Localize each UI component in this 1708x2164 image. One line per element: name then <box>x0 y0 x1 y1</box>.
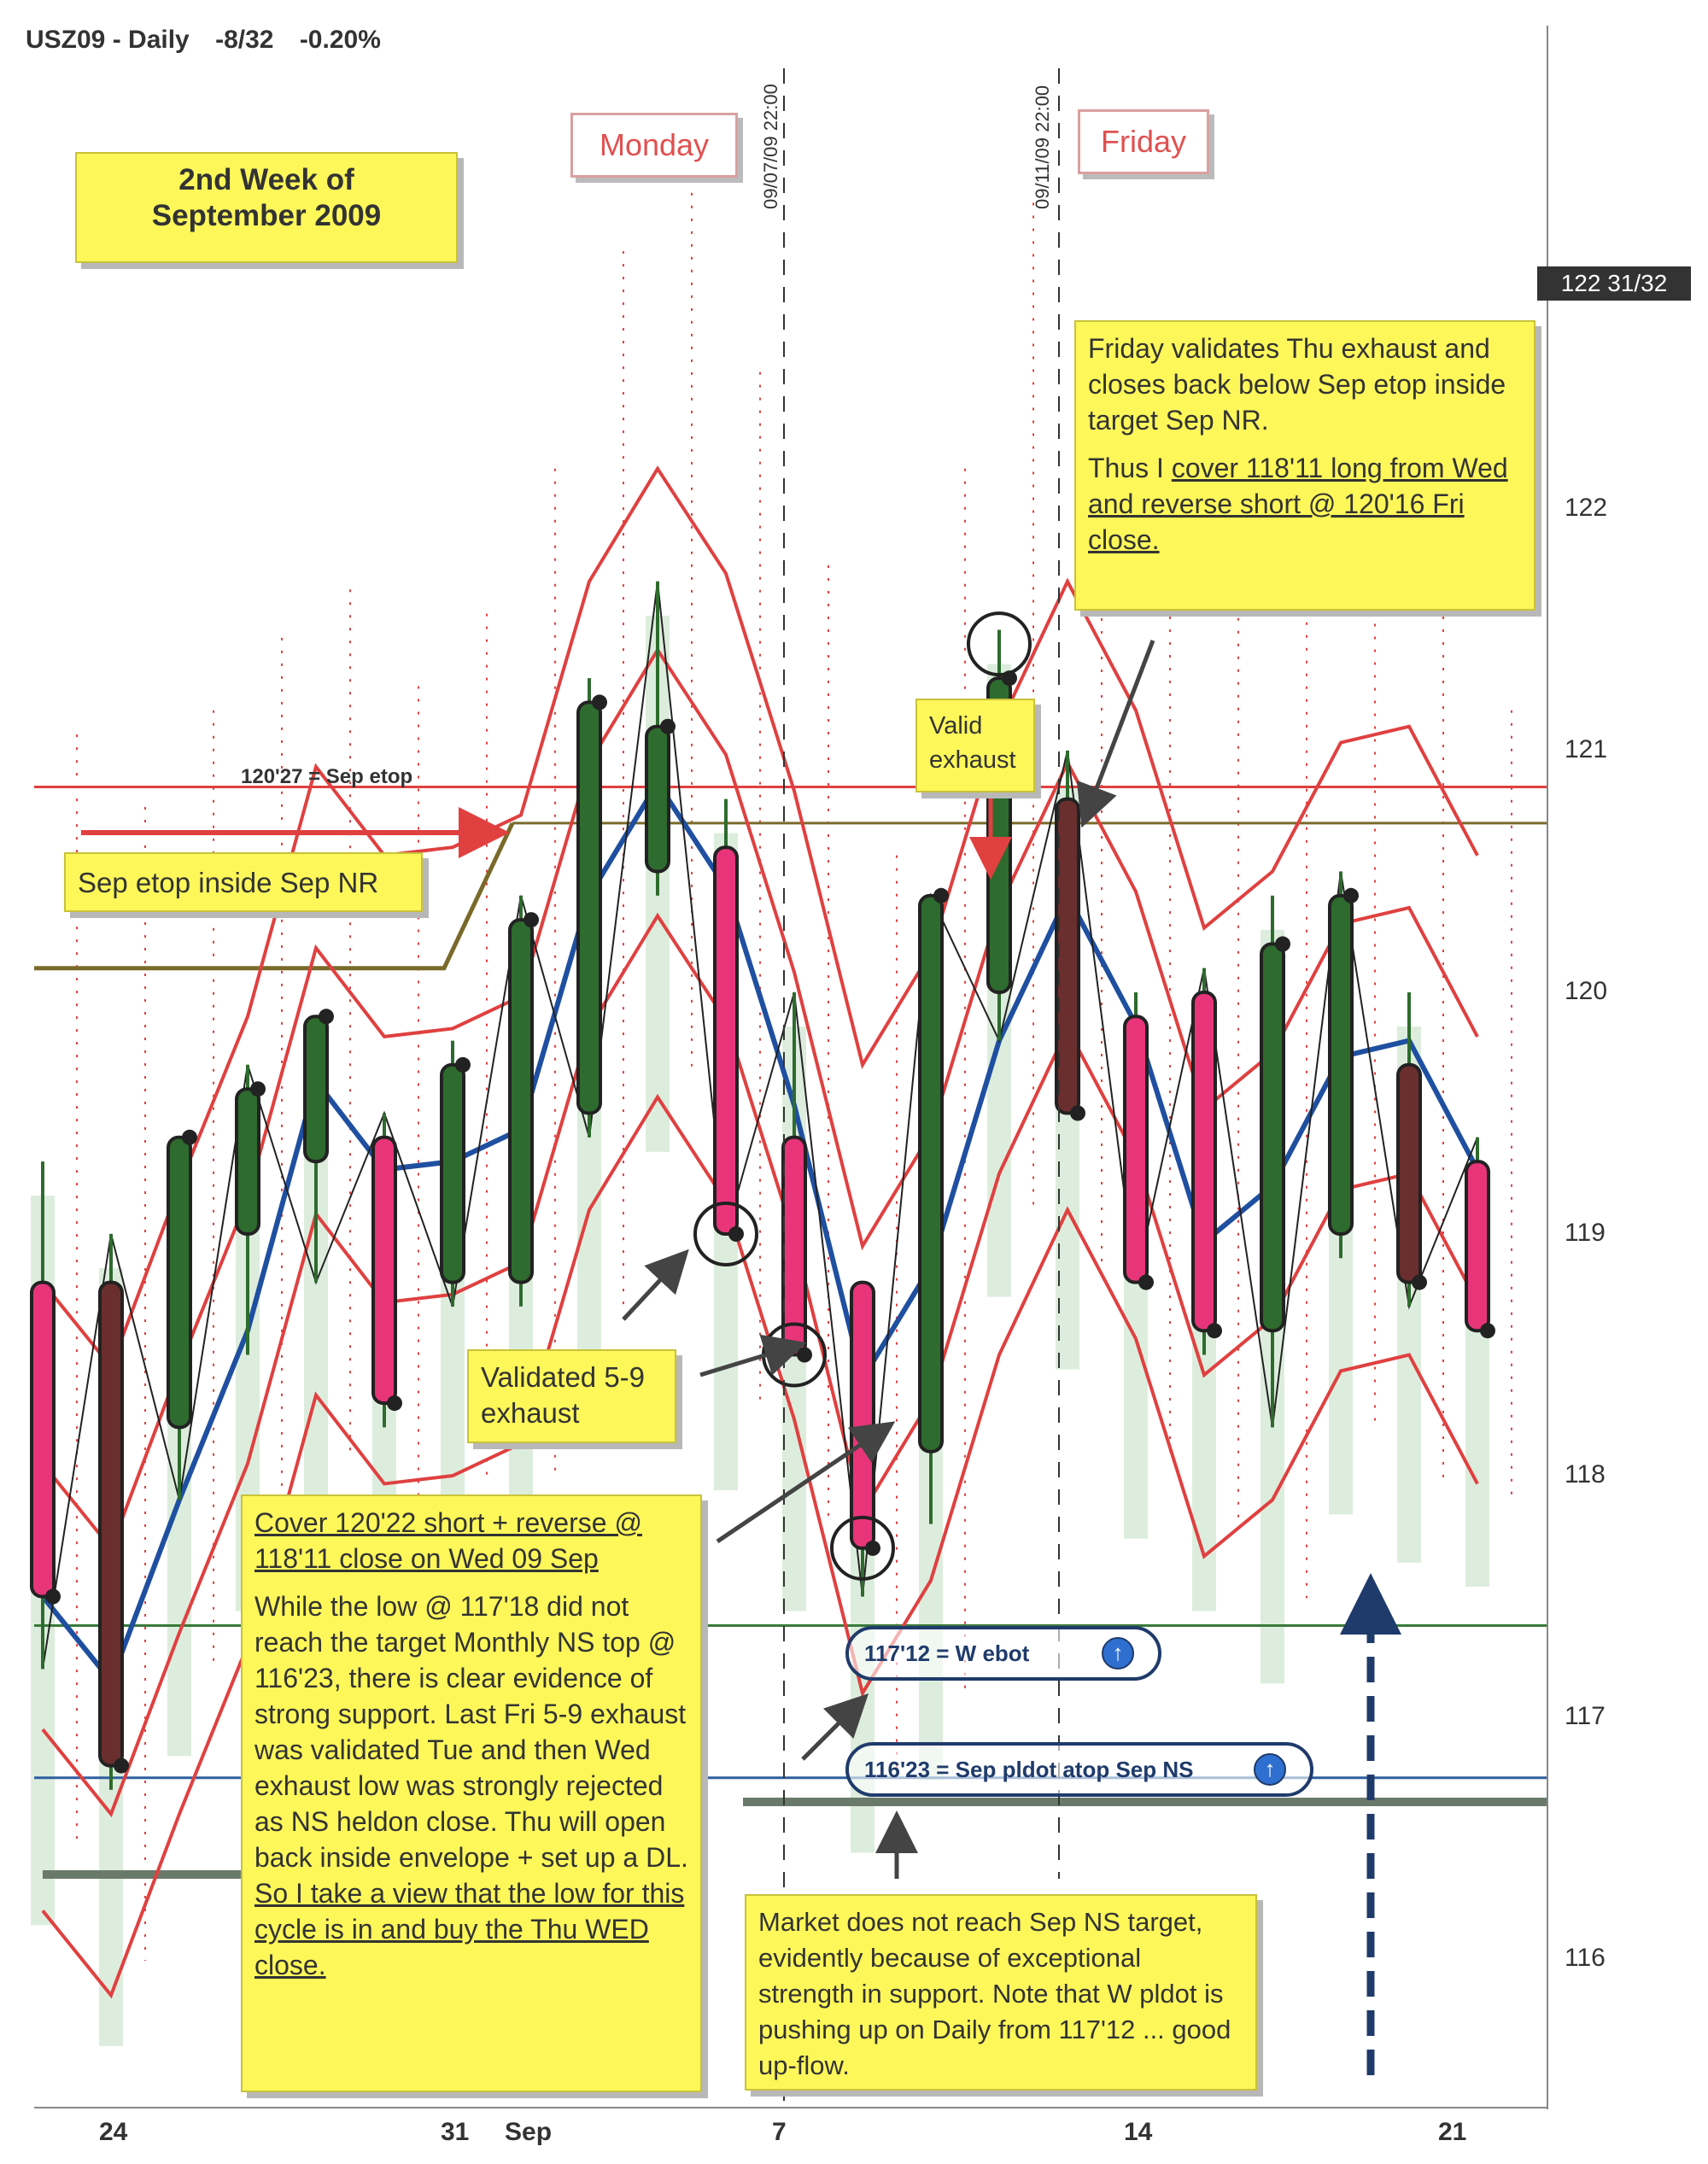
candle-body <box>578 702 600 1113</box>
title-line-1: 2nd Week of <box>178 163 354 196</box>
pct-label: -0.20% <box>299 26 381 54</box>
webot-label: 117'12 = W ebot <box>864 1641 1030 1666</box>
friday-p2 <box>1088 450 1522 558</box>
close-dot <box>933 888 949 904</box>
candle-body <box>1466 1161 1489 1331</box>
candle-body <box>32 1283 54 1597</box>
close-dot <box>1207 1323 1222 1338</box>
close-dot <box>182 1130 197 1145</box>
candle-body <box>920 896 942 1452</box>
change-label: -8/32 <box>215 26 274 54</box>
x-tick-label: 21 <box>1438 2118 1467 2146</box>
close-dot <box>1480 1323 1495 1338</box>
valid-line-1: Valid <box>929 712 983 740</box>
y-tick-label: 117 <box>1565 1702 1606 1730</box>
candle-body <box>237 1089 259 1234</box>
up-arrow-icon: ↑ <box>1102 1637 1134 1670</box>
y-tick-label: 121 <box>1565 735 1608 763</box>
close-dot <box>728 1226 744 1242</box>
chart-header <box>26 26 400 55</box>
candle-body <box>1125 1016 1147 1282</box>
close-dot <box>319 1009 334 1024</box>
cover-body-text: While the low @ 117'18 did not reach the target Monthly NS top @ 116'23, there is clear evidence of strong support. Last Fri 5-9 exhaust was validated Tue and then Wed exhaust low was strongly rejected as NS heldon close. Thu will open back inside envelope + set up a DL. <box>254 1591 688 1873</box>
cover-body <box>254 1588 688 1983</box>
close-dot <box>1275 936 1290 951</box>
x-tick-label: 14 <box>1124 2118 1153 2146</box>
close-dot <box>45 1589 61 1605</box>
x-tick-label: 7 <box>772 2118 787 2146</box>
validated-line-2: exhaust <box>481 1397 580 1429</box>
friday-p2b: cover 118'11 long from Wed and reverse short @ 120'16 Fri close. <box>1088 453 1508 555</box>
close-dot <box>387 1395 402 1411</box>
candle-body <box>1261 944 1284 1331</box>
candle-body <box>1193 992 1215 1331</box>
close-dot <box>660 719 676 734</box>
cover-head: Cover 120'22 short + reverse @ 118'11 close on Wed 09 Sep <box>254 1507 642 1574</box>
candle-body <box>715 847 737 1234</box>
etop-label: 120'27 = Sep etop <box>241 765 413 788</box>
close-dot <box>865 1541 880 1556</box>
candle-body <box>442 1065 464 1283</box>
x-tick-label: 24 <box>99 2118 128 2146</box>
candle-body <box>783 1138 805 1355</box>
close-dot <box>1343 888 1359 904</box>
close-dot <box>797 1348 812 1363</box>
close-dot <box>524 912 539 927</box>
candle-body <box>305 1016 327 1161</box>
close-dot <box>1412 1275 1427 1290</box>
friday-p2a: Thus I <box>1088 453 1172 483</box>
candle-body <box>1330 896 1352 1234</box>
y-tick-label: 118 <box>1565 1460 1606 1488</box>
webot-oval <box>845 1626 1161 1681</box>
symbol-label: USZ09 - Daily <box>26 26 190 54</box>
y-tick-label: 122 <box>1565 494 1608 522</box>
candle-body <box>851 1283 874 1548</box>
close-dot <box>1138 1275 1154 1290</box>
friday-p1: Friday validates Thu exhaust and closes back below Sep etop inside target Sep NR. <box>1088 333 1506 436</box>
validated-exhaust-note <box>467 1349 676 1443</box>
candle-body <box>510 920 532 1283</box>
last-price-tag: 122 31/32 <box>1537 266 1691 301</box>
close-dot <box>250 1081 266 1097</box>
cover-note <box>241 1494 702 2092</box>
close-dot <box>1070 1106 1085 1121</box>
valid-line-2: exhaust <box>929 746 1016 774</box>
pldot-label: 116'23 = Sep pldot atop Sep NS <box>864 1757 1194 1782</box>
candle-body <box>100 1283 122 1766</box>
y-tick-label: 119 <box>1565 1219 1606 1247</box>
close-dot <box>114 1758 129 1774</box>
candle-body <box>1398 1065 1420 1283</box>
close-dot <box>592 694 607 710</box>
pldot-oval <box>845 1742 1313 1797</box>
friday-note <box>1074 320 1535 611</box>
valid-exhaust-note <box>915 699 1035 792</box>
date-label-0907: 09/07/09 22:00 <box>760 84 781 209</box>
up-arrow-icon: ↑ <box>1254 1753 1286 1786</box>
date-label-0911: 09/11/09 22:00 <box>1032 85 1053 209</box>
y-tick-label: 116 <box>1565 1944 1606 1972</box>
candle-body <box>373 1138 395 1403</box>
x-tick-label: 31 <box>441 2118 470 2146</box>
candle-body <box>168 1138 190 1428</box>
etop-inside-note: Sep etop inside Sep NR <box>64 852 423 912</box>
cover-tail: So I take a view that the low for this cycle is in and buy the Thu WED close. <box>254 1878 685 1980</box>
validated-line-1: Validated 5-9 <box>481 1361 646 1393</box>
title-note <box>75 152 458 263</box>
y-tick-label: 120 <box>1565 977 1608 1005</box>
friday-box: Friday <box>1078 109 1209 174</box>
close-dot <box>455 1057 471 1073</box>
monday-box: Monday <box>570 113 738 178</box>
market-note: Market does not reach Sep NS target, evidently because of exceptional strength in support. Note that W pldot is pushing up on Daily from 117'12 ... good up-flow. <box>745 1894 1257 2091</box>
title-line-2: September 2009 <box>151 199 382 232</box>
x-tick-label: Sep <box>505 2118 553 2146</box>
candle-body <box>646 727 669 872</box>
